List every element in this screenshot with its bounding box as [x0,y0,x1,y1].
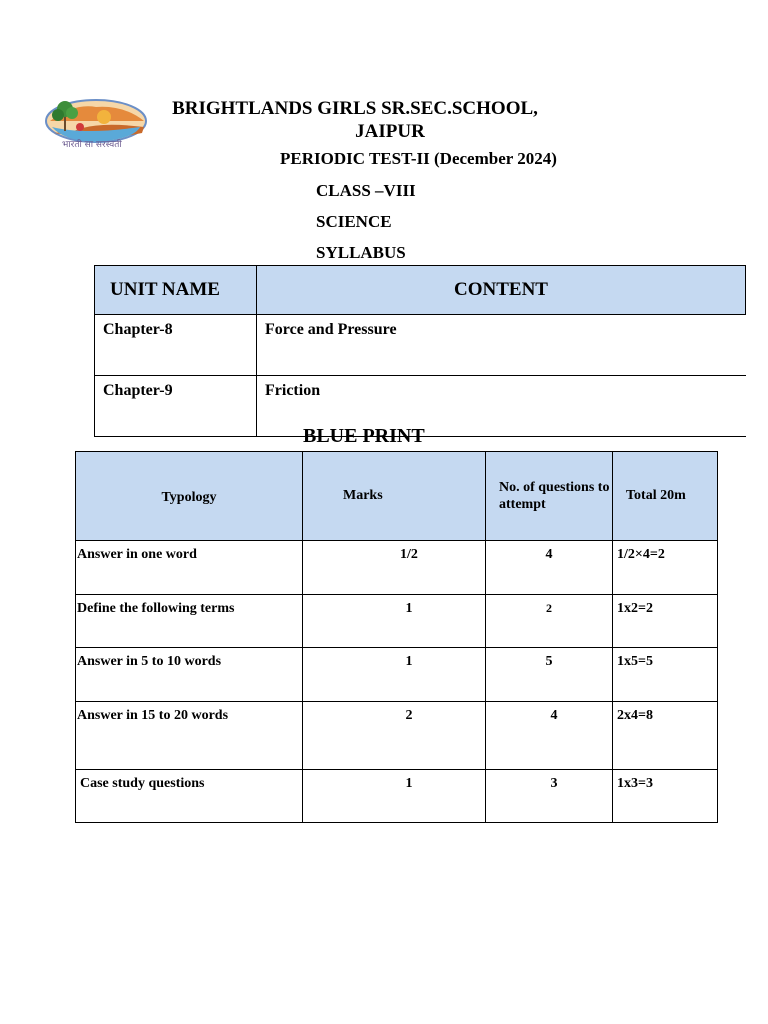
total-header: Total 20m [613,452,718,541]
questions-cell: 4 [486,702,613,770]
questions-header: No. of questions to attempt [486,452,613,541]
content-cell: Friction [257,376,746,437]
total-cell: 1x2=2 [613,595,718,648]
content-cell: Force and Pressure [257,315,746,376]
unit-cell: Chapter-8 [95,315,257,376]
blueprint-row [76,770,718,823]
typology-header: Typology [76,452,303,541]
marks-cell: 1/2 [303,541,486,595]
questions-cell: 4 [486,541,613,595]
typology-cell: Define the following terms [76,595,303,648]
school-name: BRIGHTLANDS GIRLS SR.SEC.SCHOOL, [172,98,538,119]
syllabus-label: SYLLABUS [316,243,406,262]
typology-cell: Answer in 5 to 10 words [76,648,303,702]
blueprint-row [76,541,718,595]
questions-cell: 2 [486,595,613,648]
marks-header: Marks [303,452,486,541]
blueprint-row [76,702,718,770]
total-cell: 1x5=5 [613,648,718,702]
logo-caption: भारती सा सरस्वती [62,140,122,150]
school-city: JAIPUR [355,121,425,142]
marks-cell: 2 [303,702,486,770]
typology-cell: Answer in one word [76,541,303,595]
marks-cell: 1 [303,595,486,648]
class-name: CLASS –VIII [316,181,416,200]
syllabus-table-header [95,266,746,315]
syllabus-table [94,265,746,437]
content-header: CONTENT [257,266,746,315]
blueprint-table [75,451,718,823]
marks-cell: 1 [303,648,486,702]
blueprint-title: BLUE PRINT [303,425,425,447]
questions-cell: 5 [486,648,613,702]
unit-name-header: UNIT NAME [95,266,257,315]
blueprint-table-header [76,452,718,541]
blueprint-row [76,595,718,648]
unit-cell: Chapter-9 [95,376,257,437]
questions-cell: 3 [486,770,613,823]
typology-cell: Case study questions [76,770,303,823]
school-logo-icon [44,97,150,153]
blueprint-row [76,648,718,702]
total-cell: 1/2×4=2 [613,541,718,595]
typology-cell: Answer in 15 to 20 words [76,702,303,770]
total-cell: 2x4=8 [613,702,718,770]
total-cell: 1x3=3 [613,770,718,823]
subject-name: SCIENCE [316,212,392,231]
marks-cell: 1 [303,770,486,823]
test-name: PERIODIC TEST-II (December 2024) [280,149,557,168]
syllabus-row [95,315,746,376]
